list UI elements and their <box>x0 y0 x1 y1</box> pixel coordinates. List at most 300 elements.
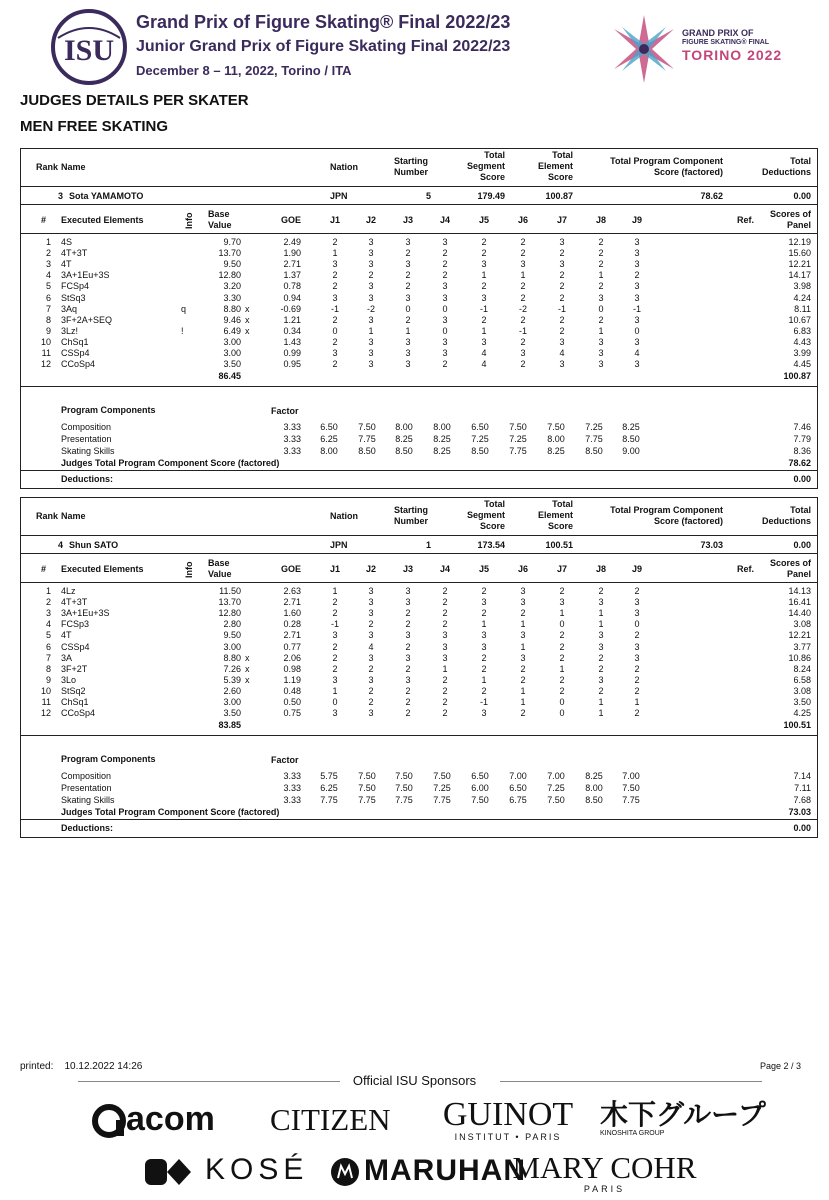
element-judge-score-j5: 2 <box>481 281 487 292</box>
judge-label-j2: J2 <box>365 215 376 225</box>
component-judge-score-j8: 7.75 <box>585 434 603 444</box>
skater-tpcs: 73.03 <box>700 540 723 550</box>
skater-block <box>20 497 818 838</box>
element-code: CSSp4 <box>61 641 90 652</box>
nation-label: Nation <box>330 162 358 172</box>
component-row <box>21 446 817 457</box>
torino-line1: GRAND PRIX OF <box>682 28 754 38</box>
component-judge-score-j1: 5.75 <box>320 771 338 781</box>
element-number: 7 <box>45 652 51 663</box>
element-judge-score-j5: -1 <box>479 303 488 314</box>
element-judge-score-j3: 2 <box>405 281 411 292</box>
component-judge-score-j7: 8.25 <box>547 446 565 456</box>
component-judge-score-j4: 8.00 <box>433 422 451 432</box>
executed-elements-label: Executed Elements <box>61 564 144 574</box>
element-judge-score-j9: 4 <box>634 348 640 358</box>
element-row <box>21 270 817 281</box>
element-judge-score-j6: 3 <box>520 652 526 663</box>
element-judge-score-j1: -1 <box>330 619 339 630</box>
element-judge-score-j5: 2 <box>481 663 487 674</box>
component-judge-score-j2: 7.75 <box>358 434 376 444</box>
element-judge-score-j5: 2 <box>481 652 487 663</box>
element-row <box>21 281 817 292</box>
element-judge-score-j1: 2 <box>332 314 338 325</box>
sponsors-title: Official ISU Sponsors <box>352 1073 477 1088</box>
element-judge-score-j9: 2 <box>634 270 640 281</box>
component-row <box>21 434 817 445</box>
component-judge-score-j3: 7.50 <box>395 771 413 781</box>
element-goe: -0.69 <box>280 303 301 314</box>
sponsor-citizen: CITIZEN <box>270 1102 391 1137</box>
element-judge-score-j7: 0 <box>559 697 565 707</box>
element-judge-score-j2: 3 <box>368 652 374 663</box>
component-panel-score: 7.79 <box>793 434 811 444</box>
element-info: q <box>181 303 187 314</box>
event-dates: December 8 – 11, 2022, Torino / ITA <box>136 63 352 78</box>
element-judge-score-j6: 2 <box>520 663 526 674</box>
element-base-value: 3.00 <box>223 348 241 358</box>
element-judge-score-j2: 3 <box>368 608 374 619</box>
component-judge-score-j5: 8.50 <box>471 446 489 456</box>
element-base-value: 9.50 <box>223 630 241 641</box>
base-value-label: Base <box>208 209 230 219</box>
element-judge-score-j5: 4 <box>481 359 487 370</box>
tes-label-2: Element <box>537 510 573 520</box>
element-judge-score-j7: 2 <box>559 292 565 303</box>
skater-name: Sota YAMAMOTO <box>69 191 144 201</box>
element-judge-score-j5: 3 <box>481 708 487 719</box>
judge-label-j5: J5 <box>478 215 489 225</box>
element-judge-score-j7: 3 <box>559 237 565 247</box>
element-judge-score-j8: 3 <box>598 336 604 347</box>
element-number: 4 <box>45 270 51 281</box>
element-judge-score-j3: 1 <box>405 325 411 336</box>
element-row <box>21 304 817 315</box>
element-judge-score-j9: 2 <box>634 663 640 674</box>
element-judge-score-j7: 2 <box>559 325 565 336</box>
judge-label-j7: J7 <box>556 564 567 574</box>
element-bonus-marker: x <box>245 325 250 336</box>
element-goe: 0.99 <box>283 348 301 358</box>
element-judge-score-j9: -1 <box>632 303 641 314</box>
element-panel-score: 8.24 <box>793 663 811 674</box>
component-judge-score-j8: 8.50 <box>585 446 603 456</box>
tes-label-3: Score <box>547 521 573 531</box>
element-goe: 0.34 <box>283 325 301 336</box>
divider <box>21 386 817 387</box>
element-code: 3Lo <box>61 674 77 685</box>
tpcs-label-2: Score (factored) <box>653 167 723 177</box>
element-code: 3F+2T <box>61 663 88 674</box>
element-judge-score-j3: 2 <box>405 708 411 719</box>
tes-label-2: Element <box>537 161 573 171</box>
component-judge-score-j9: 7.75 <box>622 795 640 805</box>
element-judge-score-j5: 2 <box>481 586 487 596</box>
element-judge-score-j1: 3 <box>332 674 338 685</box>
element-judge-score-j4: 2 <box>442 708 448 719</box>
base-value-label-2: Value <box>208 220 232 230</box>
element-judge-score-j2: 3 <box>368 336 374 347</box>
element-judge-score-j8: 3 <box>598 359 604 370</box>
element-code: 4Lz <box>61 586 76 596</box>
skater-start-number: 1 <box>425 540 431 550</box>
element-panel-score: 14.17 <box>788 270 811 281</box>
element-code: 3F+2A+SEQ <box>61 314 113 325</box>
torino-line2: FIGURE SKATING® FINAL <box>682 39 770 46</box>
element-judge-score-j5: 3 <box>481 259 487 270</box>
element-judge-score-j9: 3 <box>634 608 640 619</box>
sponsor-kinoshita: 木下グループ <box>600 1099 766 1130</box>
divider <box>21 735 817 736</box>
scores-of-panel-label-2: Panel <box>786 220 811 230</box>
sponsor-marycohr-logo <box>512 1152 697 1194</box>
tes-label: Total <box>552 150 573 160</box>
element-code: ChSq1 <box>61 697 89 707</box>
element-judge-score-j9: 3 <box>634 281 640 292</box>
scores-of-panel-label: Scores of <box>769 558 811 568</box>
element-judge-score-j4: 2 <box>442 697 448 707</box>
element-goe: 0.75 <box>283 708 301 719</box>
element-code: StSq3 <box>61 292 86 303</box>
maruhan-mark-icon <box>330 1156 360 1188</box>
element-goe: 2.06 <box>283 652 301 663</box>
element-judge-score-j3: 3 <box>405 586 411 596</box>
tss-label-3: Score <box>479 521 505 531</box>
component-judge-score-j3: 7.75 <box>395 795 413 805</box>
element-judge-score-j9: 0 <box>634 619 640 630</box>
element-judge-score-j5: 3 <box>481 292 487 303</box>
element-judge-score-j3: 2 <box>405 663 411 674</box>
element-panel-score: 4.24 <box>793 292 811 303</box>
element-base-value: 3.30 <box>223 292 241 303</box>
element-judge-score-j2: 4 <box>368 641 374 652</box>
element-base-value: 12.80 <box>218 270 241 281</box>
element-judge-score-j5: 1 <box>481 270 487 281</box>
element-judge-score-j3: 3 <box>405 237 411 247</box>
element-bonus-marker: x <box>245 314 250 325</box>
component-panel-score: 7.14 <box>793 771 811 781</box>
element-judge-score-j3: 3 <box>405 597 411 608</box>
element-judge-score-j5: 1 <box>481 674 487 685</box>
component-judge-score-j5: 6.50 <box>471 422 489 432</box>
component-name: Skating Skills <box>61 446 115 456</box>
element-goe: 2.49 <box>283 237 301 247</box>
element-panel-score: 14.40 <box>788 608 811 619</box>
element-row <box>21 642 817 653</box>
sponsor-acom: acom <box>126 1100 215 1138</box>
element-judge-score-j6: 2 <box>520 674 526 685</box>
skater-name: Shun SATO <box>69 540 119 550</box>
component-judge-score-j7: 7.25 <box>547 783 565 793</box>
component-row <box>21 795 817 806</box>
element-row <box>21 293 817 304</box>
element-base-value: 2.80 <box>223 619 241 630</box>
starting-label-2: Number <box>393 516 428 526</box>
element-goe: 1.21 <box>283 314 301 325</box>
element-panel-score: 6.83 <box>793 325 811 336</box>
element-judge-score-j3: 3 <box>405 652 411 663</box>
element-judge-score-j5: 2 <box>481 685 487 696</box>
element-row <box>21 337 817 348</box>
judge-label-j6: J6 <box>517 215 528 225</box>
sponsor-guinot-sub: INSTITUT • PARIS <box>454 1132 562 1142</box>
name-label: Name <box>61 511 86 521</box>
component-judge-score-j1: 6.25 <box>320 434 338 444</box>
judges-total-pcs-label: Judges Total Program Component Score (factored) <box>61 458 280 468</box>
component-panel-score: 7.68 <box>793 795 811 805</box>
skater-nation: JPN <box>330 191 348 201</box>
element-judge-score-j3: 3 <box>405 359 411 370</box>
component-judge-score-j9: 9.00 <box>622 446 640 456</box>
element-code: 4T <box>61 630 72 641</box>
element-judge-score-j7: 2 <box>559 674 565 685</box>
element-judge-score-j4: 2 <box>442 608 448 619</box>
element-judge-score-j2: 3 <box>368 237 374 247</box>
element-judge-score-j1: 3 <box>332 292 338 303</box>
element-number: 11 <box>41 697 51 707</box>
tes-label: Total <box>552 499 573 509</box>
element-code: 4T <box>61 259 72 270</box>
element-judge-score-j5: 4 <box>481 348 487 358</box>
element-number: 9 <box>45 325 51 336</box>
element-judge-score-j3: 2 <box>405 270 411 281</box>
skater-tpcs: 78.62 <box>700 191 723 201</box>
element-panel-score: 10.67 <box>788 314 811 325</box>
element-judge-score-j7: 2 <box>559 314 565 325</box>
component-judge-score-j4: 7.75 <box>433 795 451 805</box>
base-value-total: 86.45 <box>218 371 241 381</box>
judge-label-j1: J1 <box>329 215 340 225</box>
element-judge-score-j1: 2 <box>332 663 338 674</box>
element-judge-score-j1: 2 <box>332 641 338 652</box>
component-row <box>21 771 817 782</box>
element-judge-score-j7: 3 <box>559 597 565 608</box>
element-judge-score-j2: 3 <box>368 314 374 325</box>
element-number: 5 <box>45 630 51 641</box>
component-judge-score-j5: 6.50 <box>471 771 489 781</box>
judge-label-j5: J5 <box>478 564 489 574</box>
ref-label: Ref. <box>737 564 755 574</box>
judge-label-j4: J4 <box>439 564 450 574</box>
document-title: JUDGES DETAILS PER SKATER <box>20 92 249 109</box>
component-judge-score-j4: 7.50 <box>433 771 451 781</box>
element-judge-score-j3: 3 <box>405 348 411 358</box>
element-judge-score-j5: 2 <box>481 248 487 259</box>
element-panel-score: 3.77 <box>793 641 811 652</box>
element-code: FCSp3 <box>61 619 90 630</box>
element-judge-score-j1: 0 <box>332 325 338 336</box>
element-goe: 1.43 <box>283 336 301 347</box>
element-row <box>21 619 817 630</box>
element-panel-score: 12.19 <box>788 237 811 247</box>
component-judge-score-j4: 7.25 <box>433 783 451 793</box>
element-judge-score-j6: 2 <box>520 314 526 325</box>
element-judge-score-j5: 3 <box>481 641 487 652</box>
base-value-total: 83.85 <box>218 720 241 730</box>
element-judge-score-j2: 3 <box>368 292 374 303</box>
printed-info <box>20 1061 142 1072</box>
deductions-label: Total <box>790 156 811 166</box>
element-judge-score-j9: 3 <box>634 597 640 608</box>
element-row <box>21 597 817 608</box>
component-judge-score-j8: 7.25 <box>585 422 603 432</box>
element-judge-score-j9: 2 <box>634 674 640 685</box>
divider <box>21 819 817 820</box>
component-name: Presentation <box>61 783 112 793</box>
element-judge-score-j3: 3 <box>405 292 411 303</box>
element-code: 3A <box>61 652 73 663</box>
component-judge-score-j9: 7.50 <box>622 783 640 793</box>
tss-label-2: Segment <box>466 510 505 520</box>
goe-label: GOE <box>280 564 301 574</box>
element-judge-score-j4: 3 <box>442 630 448 641</box>
tpcs-label-2: Score (factored) <box>653 516 723 526</box>
sponsor-marycohr: MARY COHR <box>512 1150 697 1185</box>
sponsor-marycohr-sub: PARIS <box>583 1184 626 1194</box>
element-judge-score-j4: 2 <box>442 619 448 630</box>
element-code: 3A+1Eu+3S <box>61 270 110 281</box>
element-code: 3A+1Eu+3S <box>61 608 110 619</box>
element-panel-score: 12.21 <box>788 630 811 641</box>
info-label: Info <box>184 212 194 229</box>
element-base-value: 12.80 <box>218 608 241 619</box>
element-judge-score-j6: 2 <box>520 248 526 259</box>
element-judge-score-j6: 2 <box>520 336 526 347</box>
component-judge-score-j3: 8.00 <box>395 422 413 432</box>
element-code: CSSp4 <box>61 348 90 358</box>
element-row <box>21 630 817 641</box>
divider <box>21 535 817 536</box>
judge-label-j6: J6 <box>517 564 528 574</box>
element-goe: 0.48 <box>283 685 301 696</box>
element-base-value: 5.39 <box>223 674 241 685</box>
scores-of-panel-label: Scores of <box>769 209 811 219</box>
element-goe: 2.71 <box>283 630 301 641</box>
element-judge-score-j7: 2 <box>559 270 565 281</box>
element-judge-score-j4: 2 <box>442 586 448 596</box>
element-judge-score-j4: 3 <box>442 348 448 358</box>
junior-event-title: Junior Grand Prix of Figure Skating Final 2022/23 <box>136 38 511 55</box>
component-judge-score-j3: 7.50 <box>395 783 413 793</box>
element-judge-score-j9: 3 <box>634 314 640 325</box>
element-judge-score-j8: 2 <box>598 237 604 247</box>
sponsor-guinot: GUINOT <box>442 1096 574 1133</box>
element-number: 10 <box>40 685 51 696</box>
element-judge-score-j3: 3 <box>405 674 411 685</box>
element-goe: 1.60 <box>283 608 301 619</box>
element-base-value: 11.50 <box>219 586 241 596</box>
element-base-value: 9.50 <box>223 259 241 270</box>
sponsor-guinot-logo <box>440 1098 576 1142</box>
component-factor: 3.33 <box>283 446 301 456</box>
element-judge-score-j7: 2 <box>559 685 565 696</box>
element-judge-score-j4: 2 <box>442 674 448 685</box>
element-judge-score-j7: 2 <box>559 281 565 292</box>
element-judge-score-j8: 2 <box>598 663 604 674</box>
element-judge-score-j7: 3 <box>559 359 565 370</box>
skater-block <box>20 148 818 489</box>
element-judge-score-j6: 2 <box>520 292 526 303</box>
isu-logo-text: ISU <box>63 34 115 67</box>
divider <box>21 204 817 205</box>
torino-logo-text <box>682 28 782 63</box>
element-judge-score-j7: 3 <box>559 336 565 347</box>
element-judge-score-j4: 3 <box>442 281 448 292</box>
element-judge-score-j4: 1 <box>442 663 448 674</box>
component-judge-score-j1: 8.00 <box>320 446 338 456</box>
element-judge-score-j2: 3 <box>368 597 374 608</box>
component-judge-score-j3: 8.50 <box>395 446 413 456</box>
element-row <box>21 664 817 675</box>
element-goe: 0.50 <box>283 697 301 707</box>
element-judge-score-j6: -1 <box>518 325 527 336</box>
component-name: Composition <box>61 422 112 432</box>
sponsor-kose: KOSÉ <box>205 1153 309 1186</box>
component-judge-score-j1: 6.50 <box>320 422 338 432</box>
divider <box>21 186 817 187</box>
element-panel-score: 4.43 <box>793 336 811 347</box>
element-judge-score-j8: 3 <box>598 630 604 641</box>
element-goe: 0.77 <box>283 641 301 652</box>
element-base-value: 13.70 <box>218 248 241 259</box>
skater-rank: 3 <box>57 191 63 201</box>
component-name: Skating Skills <box>61 795 115 805</box>
element-goe: 0.95 <box>283 359 301 370</box>
component-panel-score: 8.36 <box>793 446 811 456</box>
element-judge-score-j5: 2 <box>481 237 487 247</box>
element-judge-score-j4: 3 <box>442 292 448 303</box>
element-judge-score-j1: 3 <box>332 259 338 270</box>
element-judge-score-j5: 1 <box>481 619 487 630</box>
base-value-label-2: Value <box>208 569 232 579</box>
divider <box>21 470 817 471</box>
element-goe: 0.28 <box>283 619 301 630</box>
base-value-label: Base <box>208 558 230 568</box>
element-judge-score-j6: -2 <box>518 303 527 314</box>
element-judge-score-j7: 0 <box>559 619 565 630</box>
element-row <box>21 359 817 370</box>
factor-label: Factor <box>271 406 299 416</box>
element-judge-score-j6: 1 <box>520 619 526 630</box>
tss-label: Total <box>484 499 505 509</box>
element-row <box>21 237 817 248</box>
element-judge-score-j1: 3 <box>332 348 338 358</box>
element-goe: 2.63 <box>283 586 301 596</box>
element-judge-score-j5: 3 <box>481 597 487 608</box>
component-judge-score-j9: 8.25 <box>622 422 640 432</box>
name-label: Name <box>61 162 86 172</box>
element-judge-score-j7: 2 <box>559 652 565 663</box>
element-judge-score-j6: 3 <box>520 259 526 270</box>
element-code: 3Aq <box>61 303 78 314</box>
element-judge-score-j7: 0 <box>559 708 565 719</box>
element-judge-score-j5: 3 <box>481 630 487 641</box>
element-row <box>21 326 817 337</box>
component-judge-score-j6: 6.50 <box>509 783 527 793</box>
element-row <box>21 348 817 359</box>
element-judge-score-j3: 3 <box>405 336 411 347</box>
component-judge-score-j4: 8.25 <box>433 434 451 444</box>
element-panel-score: 3.99 <box>793 348 811 358</box>
element-judge-score-j5: 2 <box>481 314 487 325</box>
judge-label-j7: J7 <box>556 215 567 225</box>
element-judge-score-j1: 2 <box>332 237 338 247</box>
element-judge-score-j2: 2 <box>368 685 374 696</box>
component-judge-score-j2: 7.50 <box>358 771 376 781</box>
element-number: 12 <box>40 359 51 370</box>
element-judge-score-j8: 3 <box>598 597 604 608</box>
element-number: 1 <box>45 586 51 596</box>
